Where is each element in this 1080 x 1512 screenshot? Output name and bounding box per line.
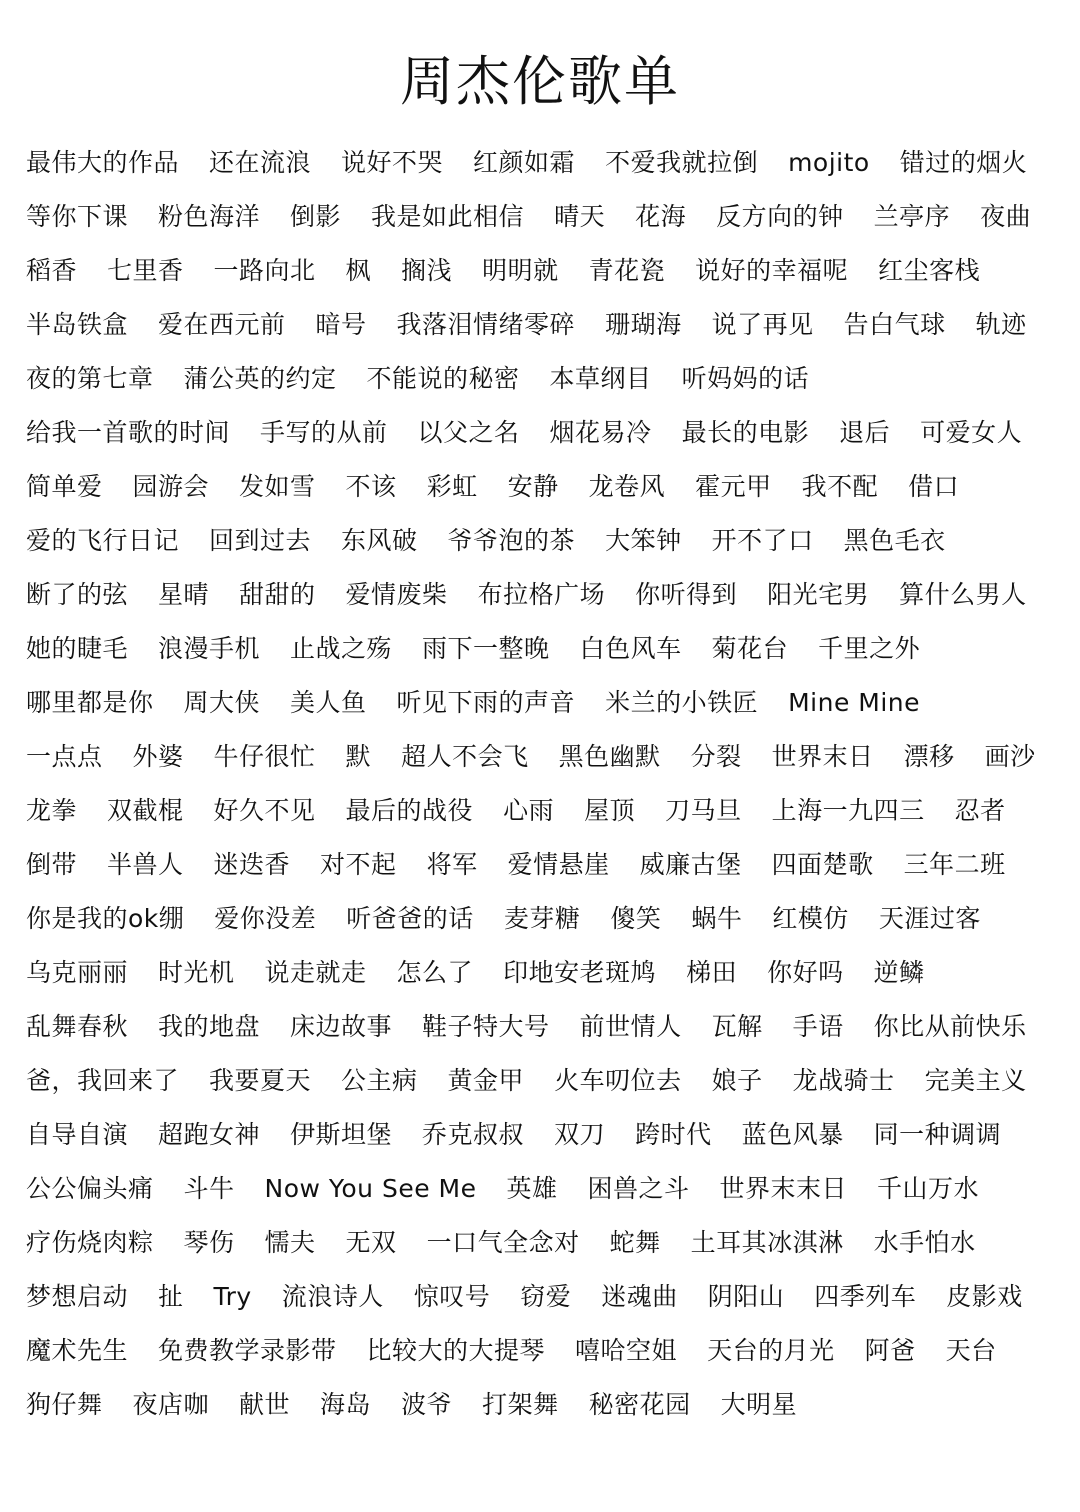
song-title: 雨下一整晚 (422, 634, 550, 663)
song-title: 困兽之斗 (587, 1174, 690, 1203)
song-title: 嘻哈空姐 (575, 1336, 678, 1365)
song-title: 最长的电影 (681, 418, 810, 447)
song-title: 魔术先生 (26, 1336, 129, 1365)
song-title: 我不配 (801, 472, 879, 501)
song-title: 千里之外 (818, 634, 921, 663)
song-title: 瓦解 (711, 1012, 763, 1041)
song-title: 止战之殇 (290, 634, 393, 663)
song-title: 说了再见 (711, 310, 814, 339)
song-title: 菊花台 (711, 634, 789, 663)
song-title: 七里香 (107, 256, 184, 285)
song-title: 懦夫 (264, 1228, 316, 1257)
song-title: 爸，我回来了 (26, 1066, 180, 1095)
song-title: 彩虹 (426, 472, 478, 501)
song-title: 蜗牛 (691, 904, 743, 933)
song-title: 外婆 (132, 742, 184, 771)
song-title: 爱情悬崖 (507, 850, 610, 879)
song-title: 手语 (792, 1012, 844, 1041)
song-row (26, 1324, 1066, 1378)
song-title: 还在流浪 (209, 148, 312, 177)
song-title: 说好的幸福呢 (695, 256, 849, 285)
song-title: 兰亭序 (873, 202, 951, 231)
song-title: 错过的烟火 (899, 148, 1028, 177)
song-title: 以父之名 (417, 418, 520, 447)
song-title: 完美主义 (924, 1066, 1027, 1095)
song-row (26, 406, 1066, 460)
song-title: Mine Mine (788, 688, 921, 717)
song-title: 牛仔很忙 (213, 742, 316, 771)
song-title: 前世情人 (579, 1012, 682, 1041)
song-title: 同一种调调 (873, 1120, 1002, 1149)
song-title: 印地安老斑鸠 (503, 958, 657, 987)
song-title: 退后 (839, 418, 891, 447)
song-title: 画沙 (984, 742, 1036, 771)
song-title: 双截棍 (107, 796, 184, 825)
song-row (26, 352, 1066, 406)
song-title: 天台 (945, 1336, 997, 1365)
song-title: 夜曲 (980, 202, 1032, 231)
song-title: mojito (788, 148, 870, 177)
song-title: 红尘客栈 (878, 256, 981, 285)
song-title: 迷魂曲 (601, 1282, 678, 1311)
song-title: 浪漫手机 (158, 634, 261, 663)
song-title: 等你下课 (26, 202, 129, 231)
song-title: 珊瑚海 (605, 310, 682, 339)
song-title: 时光机 (158, 958, 235, 987)
song-title: 我落泪情绪零碎 (396, 310, 576, 339)
song-title: 我的地盘 (158, 1012, 261, 1041)
song-title: 将军 (426, 850, 478, 879)
song-title: 献世 (239, 1390, 291, 1419)
song-title: 园游会 (132, 472, 210, 501)
song-row (26, 244, 1066, 298)
song-title: 屋顶 (584, 796, 636, 825)
song-title: 明明就 (482, 256, 559, 285)
song-row (26, 514, 1066, 568)
song-title: 水手怕水 (873, 1228, 976, 1257)
song-title: 傻笑 (610, 904, 662, 933)
song-title: 轨迹 (975, 310, 1027, 339)
song-row (26, 136, 1066, 190)
song-title: 爱在西元前 (158, 310, 286, 339)
song-title: 好久不见 (213, 796, 316, 825)
song-title: 安静 (507, 472, 559, 501)
song-title: 倒影 (290, 202, 342, 231)
song-title: 阴阳山 (707, 1282, 785, 1311)
song-title: 蒲公英的约定 (183, 364, 337, 393)
song-title: 比较大的大提琴 (366, 1336, 546, 1365)
song-title: 周大侠 (183, 688, 261, 717)
song-row (26, 1216, 1066, 1270)
song-title: 流浪诗人 (281, 1282, 384, 1311)
song-title: 跨时代 (635, 1120, 712, 1149)
song-title: 火车叨位去 (554, 1066, 682, 1095)
song-title: 龙卷风 (588, 472, 666, 501)
song-title: 英雄 (506, 1174, 558, 1203)
song-title: 怎么了 (396, 958, 474, 987)
song-title: 听爸爸的话 (346, 904, 474, 933)
song-title: 半岛铁盒 (26, 310, 129, 339)
song-title: 阳光宅男 (767, 580, 870, 609)
song-title: 无双 (345, 1228, 397, 1257)
song-title: 可爱女人 (920, 418, 1023, 447)
song-title: 鞋子特大号 (422, 1012, 550, 1041)
song-title: 稻香 (26, 256, 78, 285)
song-title: 青花瓷 (588, 256, 666, 285)
song-title: 乱舞春秋 (26, 1012, 129, 1041)
song-title: 算什么男人 (899, 580, 1027, 609)
song-title: 斗牛 (183, 1174, 235, 1203)
song-title: 秘密花园 (588, 1390, 691, 1419)
song-title: 断了的弦 (26, 580, 129, 609)
song-row (26, 784, 1066, 838)
song-title: 我是如此相信 (371, 202, 525, 231)
song-title: 红模仿 (772, 904, 849, 933)
song-title: 千山万水 (877, 1174, 980, 1203)
song-title: 反方向的钟 (716, 202, 844, 231)
song-title: 蛇舞 (609, 1228, 661, 1257)
song-title: 哪里都是你 (26, 688, 154, 717)
song-title: 天台的月光 (707, 1336, 835, 1365)
song-title: 听见下雨的声音 (396, 688, 576, 717)
song-row (26, 622, 1066, 676)
song-row (26, 298, 1066, 352)
song-title: 四面楚歌 (771, 850, 874, 879)
song-title: 麦芽糖 (503, 904, 581, 933)
song-row (26, 568, 1066, 622)
song-title: 对不起 (320, 850, 397, 879)
song-title: 夜的第七章 (26, 364, 154, 393)
song-title: 布拉格广场 (477, 580, 606, 609)
song-title: 惊叹号 (413, 1282, 491, 1311)
song-title: 不爱我就拉倒 (605, 148, 759, 177)
song-title: 一口气全念对 (426, 1228, 580, 1257)
song-title: 说好不哭 (341, 148, 444, 177)
song-title: 白色风车 (579, 634, 682, 663)
song-title: 龙拳 (26, 796, 78, 825)
song-title: 我要夏天 (209, 1066, 312, 1095)
song-row (26, 1270, 1066, 1324)
song-title: 夜店咖 (132, 1390, 210, 1419)
song-title: 娘子 (711, 1066, 763, 1095)
song-title: 海岛 (320, 1390, 372, 1419)
song-title: 波爷 (401, 1390, 453, 1419)
song-title: 阿爸 (864, 1336, 916, 1365)
song-title: 扯 (158, 1282, 184, 1311)
song-title: 天涯过客 (878, 904, 981, 933)
song-title: 世界末末日 (719, 1174, 848, 1203)
song-row (26, 892, 1066, 946)
song-row (26, 1108, 1066, 1162)
song-title: 说走就走 (264, 958, 367, 987)
song-title: 伊斯坦堡 (290, 1120, 393, 1149)
song-row (26, 1162, 1066, 1216)
song-title: 逆鳞 (873, 958, 925, 987)
song-title: 黄金甲 (447, 1066, 525, 1095)
song-title: 默 (345, 742, 372, 771)
song-title: 一点点 (26, 742, 103, 771)
song-title: 花海 (635, 202, 687, 231)
song-title: 土耳其冰淇淋 (690, 1228, 844, 1257)
song-title: 乔克叔叔 (422, 1120, 525, 1149)
song-title: 自导自演 (26, 1120, 129, 1149)
song-list (26, 136, 1066, 1432)
song-title: 床边故事 (290, 1012, 393, 1041)
song-title: 公主病 (341, 1066, 418, 1095)
song-title: 琴伤 (183, 1228, 235, 1257)
song-title: 蓝色风暴 (741, 1120, 844, 1149)
page-title: 周杰伦歌单 (400, 50, 680, 113)
song-row (26, 190, 1066, 244)
song-title: 米兰的小铁匠 (605, 688, 759, 717)
song-title: 超人不会飞 (401, 742, 529, 771)
song-title: 你是我的ok绷 (26, 904, 185, 933)
song-title: 本草纲目 (549, 364, 652, 393)
song-title: 大笨钟 (605, 526, 682, 555)
song-title: 大明星 (720, 1390, 798, 1419)
song-title: 超跑女神 (158, 1120, 261, 1149)
song-title: 星晴 (158, 580, 210, 609)
song-title: 爱情废柴 (345, 580, 448, 609)
song-title: 东风破 (341, 526, 418, 555)
song-title: 龙战骑士 (792, 1066, 895, 1095)
song-title: Now You See Me (264, 1174, 477, 1203)
song-title: 三年二班 (903, 850, 1006, 879)
song-title: 最伟大的作品 (26, 148, 180, 177)
song-title: 暗号 (315, 310, 367, 339)
song-title: 她的睫毛 (26, 634, 129, 663)
song-title: 刀马旦 (665, 796, 742, 825)
song-title: 忍者 (954, 796, 1006, 825)
song-title: 枫 (345, 256, 372, 285)
song-title: 粉色海洋 (158, 202, 261, 231)
song-title: 半兽人 (107, 850, 184, 879)
song-title: 回到过去 (209, 526, 312, 555)
song-title: 你听得到 (635, 580, 738, 609)
song-row (26, 1000, 1066, 1054)
song-title: 疗伤烧肉粽 (26, 1228, 154, 1257)
song-row (26, 460, 1066, 514)
song-title: 狗仔舞 (26, 1390, 103, 1419)
song-title: 窃爱 (520, 1282, 572, 1311)
song-title: 红颜如霜 (473, 148, 576, 177)
song-title: 一路向北 (213, 256, 316, 285)
song-title: 不能说的秘密 (366, 364, 520, 393)
song-row (26, 946, 1066, 1000)
song-title: 烟花易冷 (549, 418, 652, 447)
song-title: 甜甜的 (239, 580, 316, 609)
song-title: 倒带 (26, 850, 78, 879)
song-title: 梯田 (686, 958, 738, 987)
song-title: 威廉古堡 (639, 850, 742, 879)
song-title: 漂移 (903, 742, 955, 771)
song-title: 不该 (345, 472, 397, 501)
song-title: 心雨 (503, 796, 555, 825)
song-row (26, 730, 1066, 784)
song-title: 爱的飞行日记 (26, 526, 180, 555)
song-title: 你好吗 (767, 958, 844, 987)
song-title: 搁浅 (401, 256, 453, 285)
song-title: 免费教学录影带 (158, 1336, 337, 1365)
song-title: 四季列车 (814, 1282, 917, 1311)
song-title: 分裂 (690, 742, 742, 771)
song-title: 借口 (908, 472, 960, 501)
song-title: 公公偏头痛 (26, 1174, 154, 1203)
song-row (26, 1054, 1066, 1108)
song-title: 手写的从前 (260, 418, 388, 447)
song-title: 开不了口 (711, 526, 814, 555)
song-title: 双刀 (554, 1120, 606, 1149)
song-title: 美人鱼 (290, 688, 367, 717)
song-title: 你比从前快乐 (873, 1012, 1027, 1041)
song-title: 简单爱 (26, 472, 103, 501)
song-title: 打架舞 (482, 1390, 559, 1419)
song-title: 霍元甲 (695, 472, 772, 501)
song-title: 皮影戏 (946, 1282, 1023, 1311)
song-title: 最后的战役 (345, 796, 474, 825)
song-title: 黑色幽默 (558, 742, 661, 771)
song-title: 听妈妈的话 (681, 364, 810, 393)
song-title: 梦想启动 (26, 1282, 129, 1311)
song-title: 上海一九四三 (771, 796, 925, 825)
song-row (26, 676, 1066, 730)
song-title: Try (213, 1282, 252, 1311)
song-title: 发如雪 (239, 472, 316, 501)
song-row (26, 1378, 1066, 1432)
song-title: 告白气球 (843, 310, 946, 339)
song-title: 迷迭香 (213, 850, 291, 879)
song-title: 乌克丽丽 (26, 958, 129, 987)
song-title: 晴天 (554, 202, 606, 231)
song-title: 世界末日 (771, 742, 874, 771)
song-title: 爱你没差 (214, 904, 317, 933)
song-title: 爷爷泡的茶 (447, 526, 576, 555)
song-row (26, 838, 1066, 892)
song-title: 黑色毛衣 (843, 526, 946, 555)
song-title: 给我一首歌的时间 (26, 418, 231, 447)
